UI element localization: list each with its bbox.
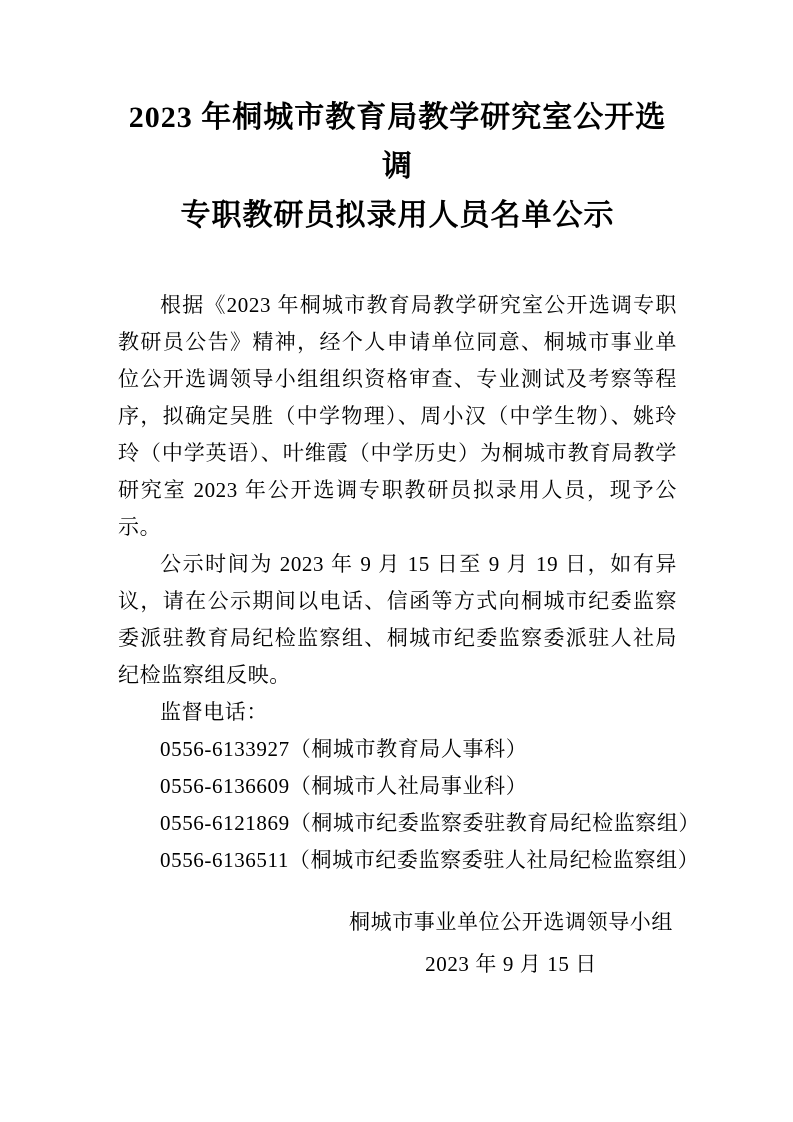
hotline-label: 监督电话： <box>160 700 268 724</box>
paragraph-publicity-period: 公示时间为 2023 年 9 月 15 日至 9 月 19 日，如有异议，请在公示期间以电话、信函等方式向桐城市纪委监察委派驻教育局纪检监察组、桐城市纪委监察委派驻人社局纪检监察组反映。 <box>118 552 677 687</box>
signature-organization: 桐城市事业单位公开选调领导小组 <box>349 910 673 934</box>
signature-block <box>118 901 677 985</box>
document-title-line2: 专职教研员拟录用人员名单公示 <box>180 199 615 232</box>
hotline-item-discipline-education: 0556-6121869（桐城市纪委监察委驻教育局纪检监察组） <box>160 811 701 835</box>
hotline-item-education-bureau: 0556-6133927（桐城市教育局人事科） <box>160 737 528 761</box>
document-title-line1: 2023 年桐城市教育局教学研究室公开选调 <box>128 101 667 183</box>
document-body <box>118 287 701 985</box>
paragraph-basis: 根据《2023 年桐城市教育局教学研究室公开选调专职教研员公告》精神，经个人申请单位同意、桐城市事业单位公开选调领导小组组织资格审查、专业测试及考察等程序，拟确定吴胜（中学物理）、周小汉（中学生物）、姚玲玲（中学英语）、叶维霞（中学历史）为桐城市教育局教学研究室 2023 年公开选调专职教研员拟录用人员，现予公示。 <box>118 293 677 539</box>
hotline-item-discipline-hr: 0556-6136511（桐城市纪委监察委驻人社局纪检监察组） <box>160 848 700 872</box>
document-title <box>118 93 677 240</box>
signature-date: 2023 年 9 月 15 日 <box>425 952 597 976</box>
hotline-item-hr-bureau: 0556-6136609（桐城市人社局事业科） <box>160 774 528 798</box>
